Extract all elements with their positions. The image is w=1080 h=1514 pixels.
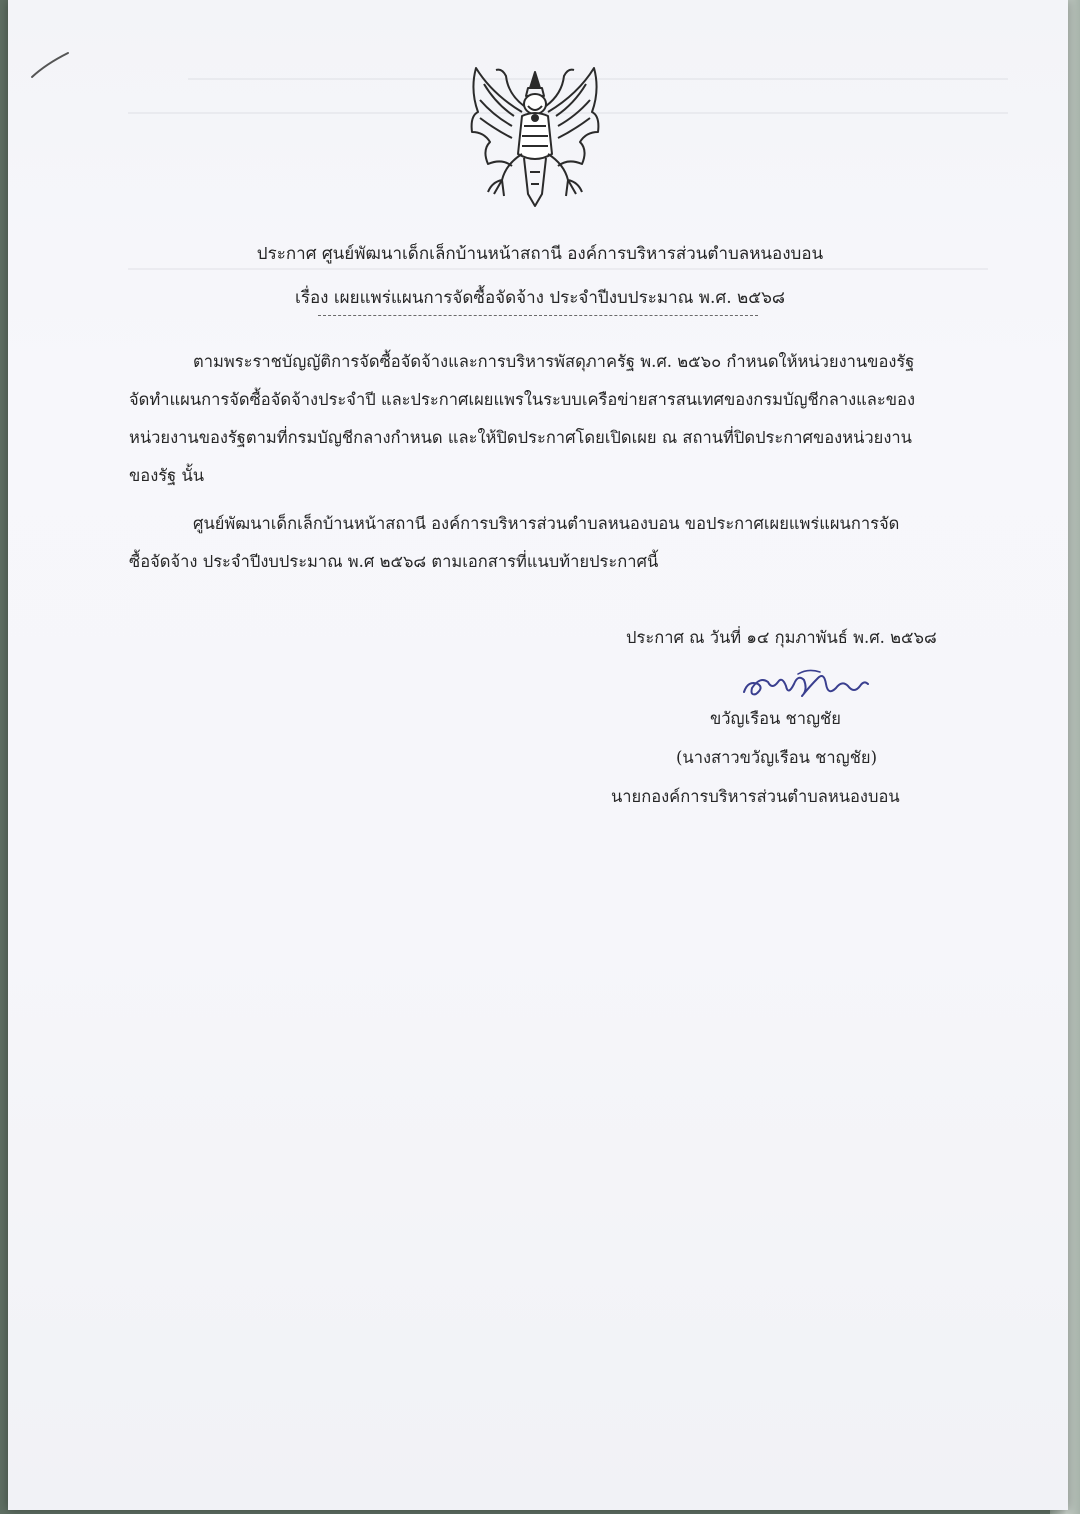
title-dashed-divider	[318, 315, 758, 316]
document-page	[8, 0, 1068, 1510]
body-paragraph-2	[129, 505, 979, 581]
announcement-title: ประกาศ ศูนย์พัฒนาเด็กเล็กบ้านหน้าสถานี องค์การบริหารส่วนตำบลหนองบอน	[256, 244, 824, 264]
body-paragraph-1	[129, 343, 979, 495]
garuda-emblem-icon	[462, 54, 608, 214]
announcement-subject: เรื่อง เผยแพร่แผนการจัดซื้อจัดจ้าง ประจำปีงบประมาณ พ.ศ. ๒๕๖๘	[295, 288, 785, 308]
paragraph-line: หน่วยงานของรัฐตามที่กรมบัญชีกลางกำหนด และให้ปิดประกาศโดยเปิดเผย ณ สถานที่ปิดประกาศของหน่วยงาน	[129, 428, 912, 447]
paragraph-line: ตามพระราชบัญญัติการจัดซื้อจัดจ้างและการบริหารพัสดุภาครัฐ พ.ศ. ๒๕๖๐ กำหนดให้หน่วยงานของรัฐ	[193, 352, 915, 371]
signer-full-name: (นางสาวขวัญเรือน ชาญชัย)	[676, 748, 878, 767]
signer-position: นายกองค์การบริหารส่วนตำบลหนองบอน	[611, 787, 900, 806]
issued-date: ประกาศ ณ วันที่ ๑๔ กุมภาพันธ์ พ.ศ. ๒๕๖๘	[626, 628, 937, 647]
bleed-through-line	[128, 268, 988, 270]
paragraph-line: จัดทำแผนการจัดซื้อจัดจ้างประจำปี และประกาศเผยแพรในระบบเครือข่ายสารสนเทศของกรมบัญชีกลางและของ	[129, 390, 916, 409]
paragraph-line: ซื้อจัดจ้าง ประจำปีงบประมาณ พ.ศ ๒๕๖๘ ตามเอกสารที่แนบท้ายประกาศนี้	[129, 552, 659, 571]
signer-signature-name: ขวัญเรือน ชาญชัย	[710, 709, 841, 728]
paragraph-line: ของรัฐ นั้น	[129, 466, 205, 485]
handwritten-signature	[738, 666, 874, 706]
paragraph-line: ศูนย์พัฒนาเด็กเล็กบ้านหน้าสถานี องค์การบริหารส่วนตำบลหนองบอน ขอประกาศเผยแพร่แผนการจัด	[193, 514, 900, 533]
pen-stroke-mark	[28, 50, 72, 80]
